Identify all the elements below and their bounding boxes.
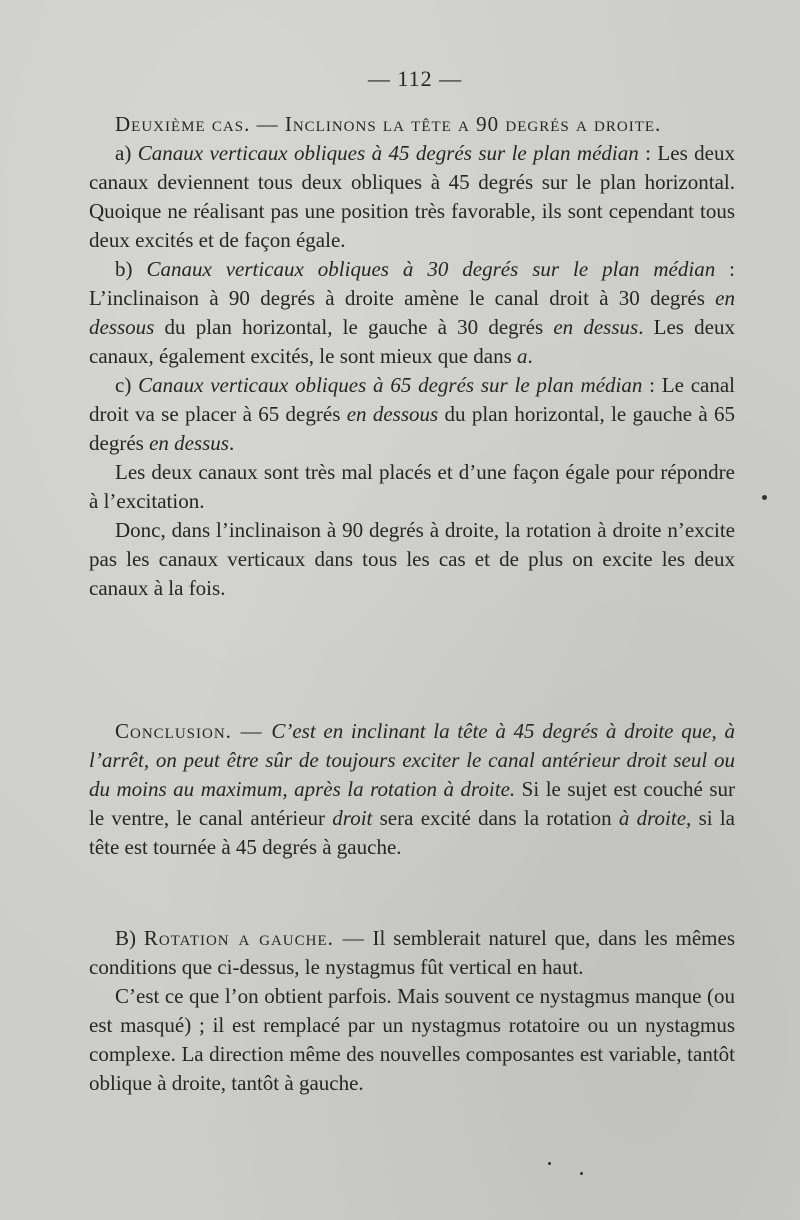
conclusion-text-2: sera excité dans la rotation xyxy=(372,806,619,830)
conclusion-em-2: à droite xyxy=(618,806,687,830)
case-b-text-4: . xyxy=(527,344,533,368)
case-b-label: b) xyxy=(115,257,147,281)
case-two-heading: Deuxième cas. — Inclinons la tête a 90 degrés a droite. xyxy=(115,112,662,136)
section-b-text: Il semblerait naturel que, dans les mêmes conditions que ci-dessus, le nystagmus fût vertical en haut. xyxy=(89,926,736,979)
ink-speck xyxy=(580,1172,583,1175)
case-a-title: Canaux verticaux obliques à 45 degrés sur le plan médian xyxy=(137,141,639,165)
case-b-em-2: en dessus xyxy=(553,315,639,339)
case-b-text-3: . Les deux canaux, également excités, le sont mieux que dans xyxy=(89,315,735,368)
conclusion-block xyxy=(89,717,735,862)
case-two-block xyxy=(89,110,735,603)
conclusion-em-1: droit xyxy=(332,806,373,830)
section-b-label: B) xyxy=(115,926,144,950)
paragraph-mal-places: Les deux canaux sont très mal placés et d’une façon égale pour répondre à l’excitation. xyxy=(89,460,735,513)
case-a-paragraph xyxy=(89,139,735,255)
case-c-title: Canaux verticaux obliques à 65 degrés sur le plan médian xyxy=(138,373,643,397)
conclusion-paragraph xyxy=(89,717,735,862)
case-b-paragraph xyxy=(89,255,735,371)
section-b-paragraph-2: C’est ce que l’on obtient parfois. Mais souvent ce nystagmus manque (ou est masqué) ; il est remplacé par un nystagmus rotatoire ou un nystagmus complexe. La direction même des nouvelles composantes est variable, tantôt oblique à droite, tantôt à gauche. xyxy=(89,984,735,1095)
case-b-text-1: L’inclinaison à 90 degrés à droite amène le canal droit à 30 degrés xyxy=(89,286,716,310)
section-b-block xyxy=(89,924,735,1098)
ink-speck xyxy=(548,1162,551,1165)
ink-speck xyxy=(762,495,767,500)
section-b-paragraph xyxy=(89,924,735,982)
case-b-colon: : xyxy=(715,257,735,281)
case-b-em-1: en dessous xyxy=(89,286,735,339)
case-c-text-1: Le canal droit va se placer à 65 degrés xyxy=(89,373,735,426)
case-b-title: Canaux verticaux obliques à 30 degrés sur le plan médian xyxy=(146,257,716,281)
case-c-text-3: . xyxy=(228,431,235,455)
page-number: — 112 — xyxy=(367,66,463,91)
conclusion-text-1: Si le sujet est couché sur le ventre, le canal antérieur xyxy=(89,777,735,830)
case-c-em-1: en dessous xyxy=(346,402,439,426)
case-c-text-2: du plan horizontal, le gauche à 65 degrés xyxy=(89,402,735,455)
case-c-colon: : xyxy=(642,373,655,397)
case-b-text-2: du plan horizontal, le gauche à 30 degrés xyxy=(154,315,554,339)
case-b-em-3: a xyxy=(517,344,528,368)
case-a-label: a) xyxy=(115,141,138,165)
case-c-em-2: en dessus xyxy=(149,431,229,455)
case-c-paragraph xyxy=(89,371,735,458)
case-a-colon: : xyxy=(638,141,651,165)
section-b-heading: Rotation a gauche. — xyxy=(143,926,365,950)
conclusion-text-3: , si la tête est tournée à 45 degrés à gauche. xyxy=(89,806,735,859)
conclusion-label: Conclusion. — xyxy=(115,719,272,743)
case-c-label: c) xyxy=(115,373,139,397)
conclusion-italic: C’est en inclinant la tête à 45 degrés à droite que, à l’arrêt, on peut être sûr de toujours exciter le canal antérieur droit seul ou du moins au maximum, après la rotation à droite. xyxy=(89,719,735,801)
paragraph-donc: Donc, dans l’inclinaison à 90 degrés à droite, la rotation à droite n’excite pas les canaux verticaux dans tous les cas et de plus on excite les deux canaux à la fois. xyxy=(89,518,735,600)
case-a-text: Les deux canaux deviennent tous deux obliques à 45 degrés sur le plan horizontal. Quoique ne réalisant pas une position très favorable, ils sont cependant tous deux excités et de façon égale. xyxy=(89,141,735,252)
